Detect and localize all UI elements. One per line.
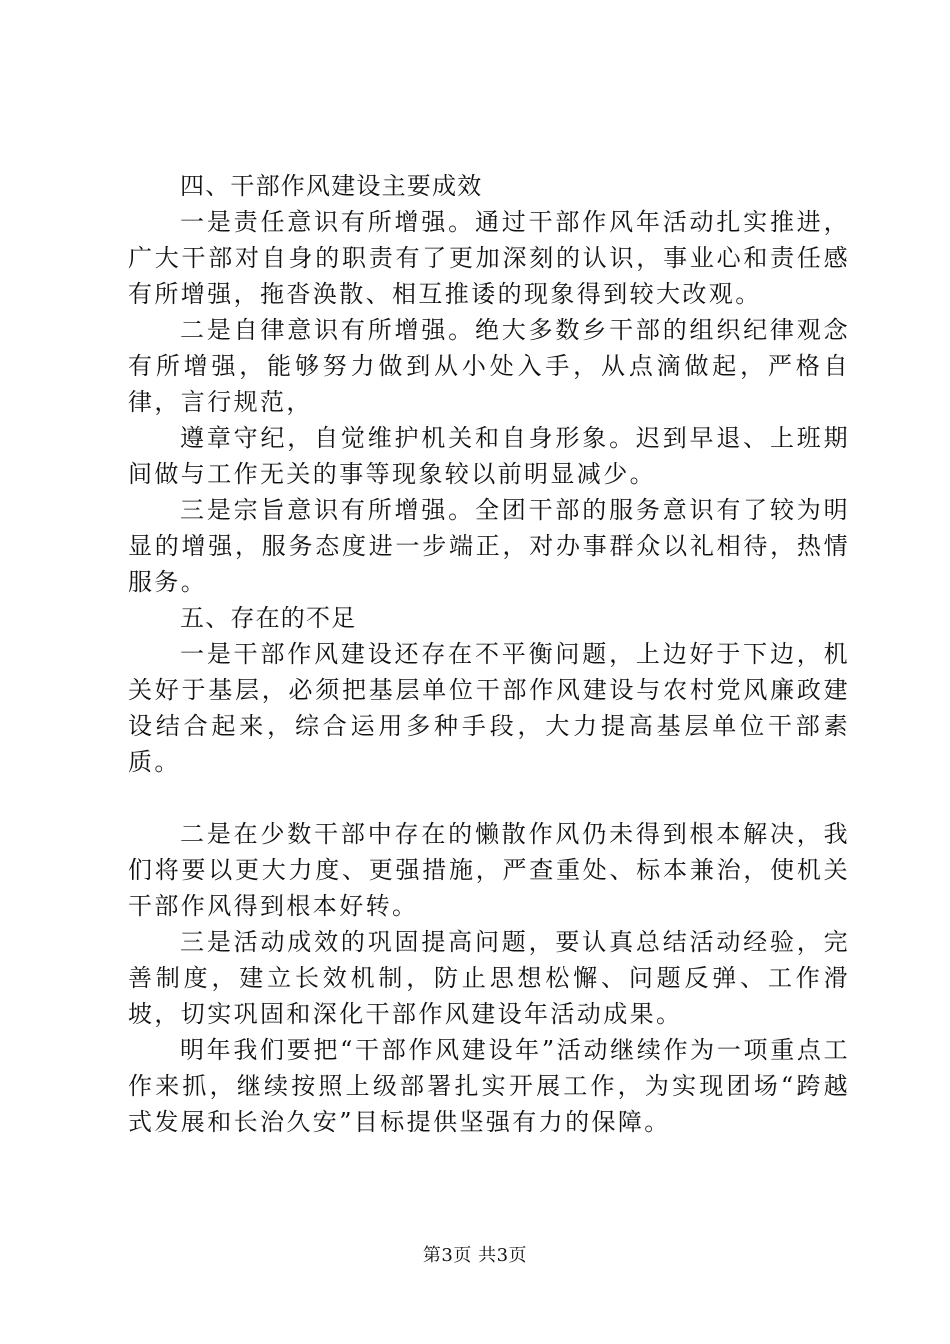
- page-number-footer: 第3页 共3页: [422, 1245, 528, 1266]
- paragraph-laziness: 二是在少数干部中存在的懒散作风仍未得到根本解决，我们将要以更大力度、更强措施，严查重处、标本兼治，使机关干部作风得到根本好转。: [128, 820, 850, 920]
- paragraph-self-discipline-continued: 遵章守纪，自觉维护机关和自身形象。迟到早退、上班期间做与工作无关的事等现象较以前明显减少。: [128, 424, 850, 488]
- paragraph-consolidation: 三是活动成效的巩固提高问题，要认真总结活动经验，完善制度，建立长效机制，防止思想松懈、问题反弹、工作滑坡，切实巩固和深化干部作风建设年活动成果。: [128, 928, 850, 1028]
- paragraph-self-discipline: 二是自律意识有所增强。绝大多数乡干部的组织纪律观念有所增强，能够努力做到从小处入手，从点滴做起，严格自律，言行规范，: [128, 316, 850, 416]
- paragraph-next-year: 明年我们要把“干部作风建设年”活动继续作为一项重点工作来抓，继续按照上级部署扎实开展工作，为实现团场“跨越式发展和长治久安”目标提供坚强有力的保障。: [128, 1036, 850, 1136]
- section-heading-shortcomings: 五、存在的不足: [180, 604, 357, 632]
- section-heading-achievements: 四、干部作风建设主要成效: [180, 172, 483, 200]
- paragraph-responsibility: 一是责任意识有所增强。通过干部作风年活动扎实推进，广大干部对自身的职责有了更加深刻的认识，事业心和责任感有所增强，拖沓涣散、相互推诿的现象得到较大改观。: [128, 208, 850, 308]
- paragraph-service: 三是宗旨意识有所增强。全团干部的服务意识有了较为明显的增强，服务态度进一步端正，对办事群众以礼相待，热情服务。: [128, 496, 850, 596]
- paragraph-imbalance: 一是干部作风建设还存在不平衡问题，上边好于下边，机关好于基层，必须把基层单位干部作风建设与农村党风廉政建设结合起来，综合运用多种手段，大力提高基层单位干部素质。: [128, 640, 850, 776]
- document-body: [128, 168, 850, 1140]
